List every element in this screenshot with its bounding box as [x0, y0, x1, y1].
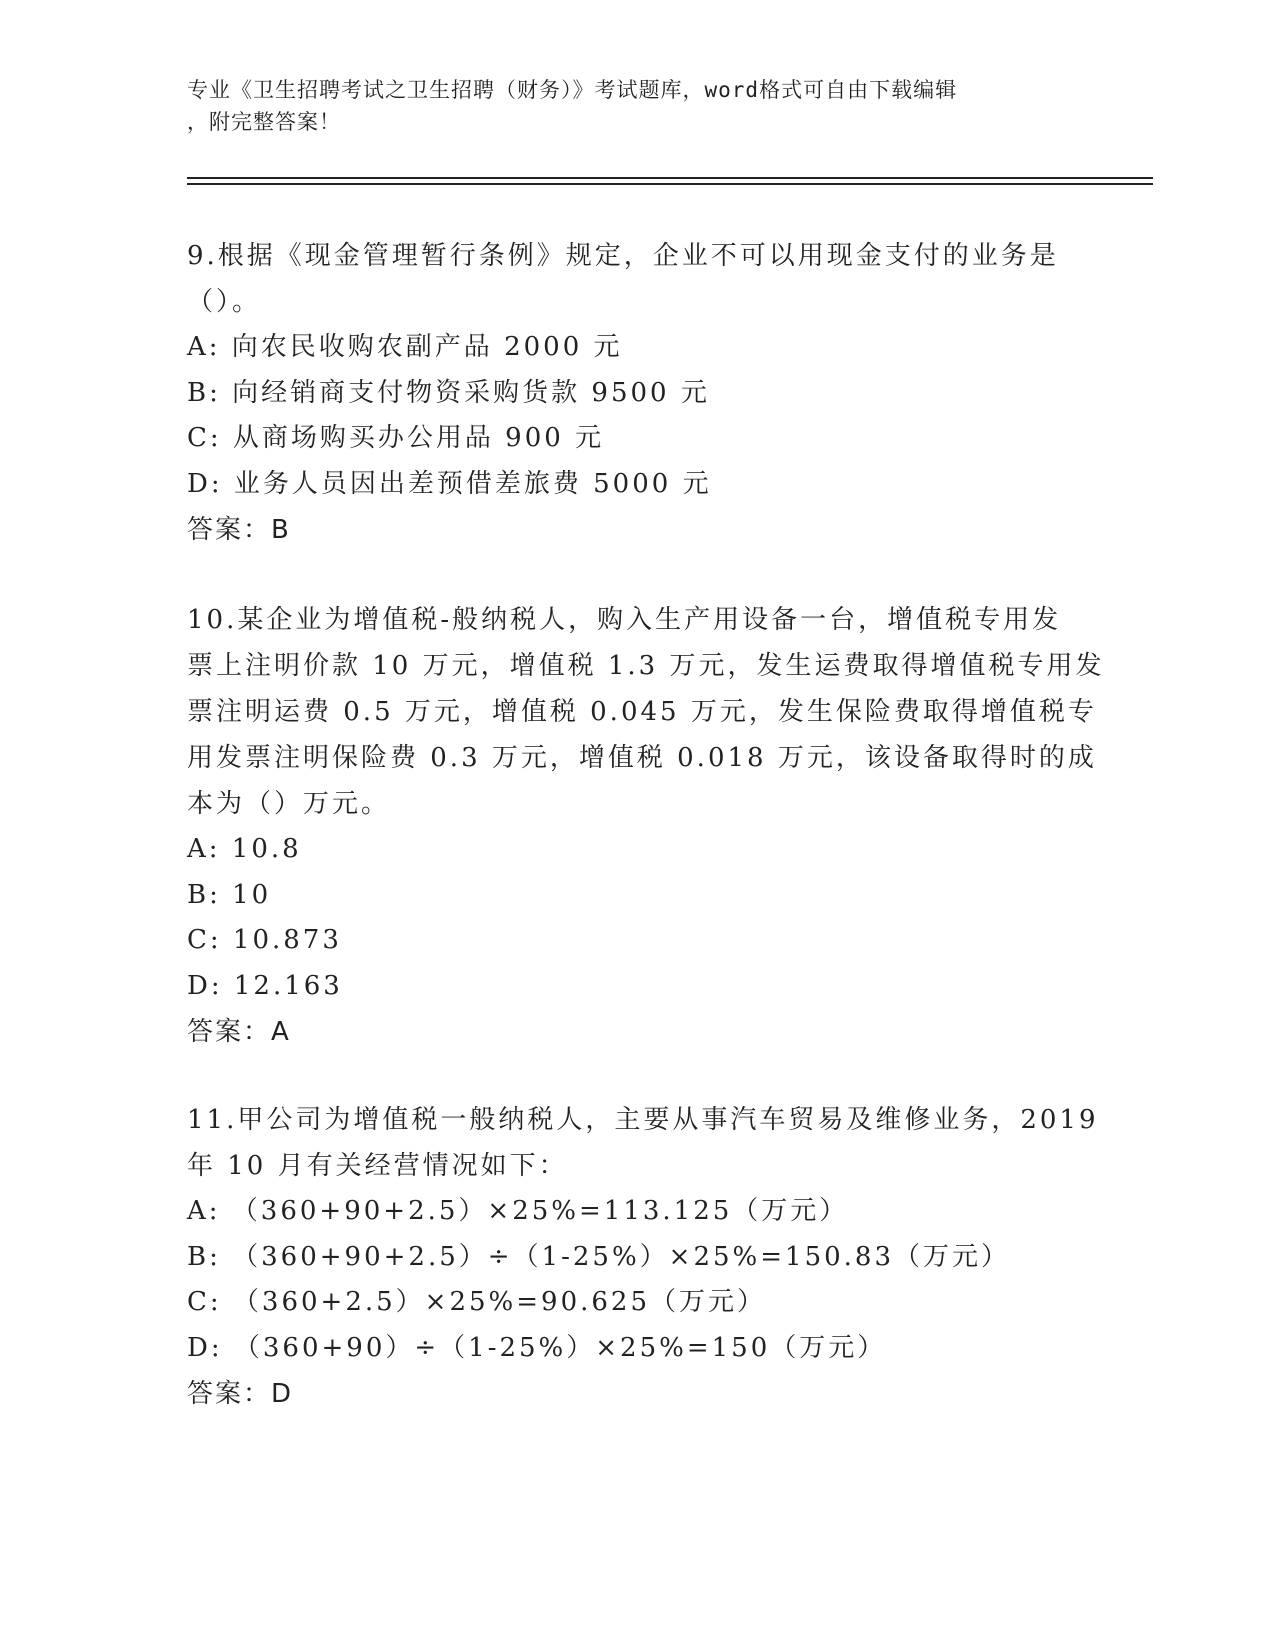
question-stem-line: 用发票注明保险费 0.3 万元，增值税 0.018 万元，该设备取得时的成 — [187, 743, 1097, 773]
question-stem-line: 票上注明价款 10 万元，增值税 1.3 万元，发生运费取得增值税专用发 — [187, 651, 1105, 681]
question-stem-line: 票注明运费 0.5 万元，增值税 0.045 万元，发生保险费取得增值税专 — [187, 697, 1097, 727]
question-stem-line: 年 10 月有关经营情况如下： — [187, 1151, 568, 1181]
option-a: A: 向农民收购农副产品 2000 元 — [187, 332, 623, 362]
option-b: B: （360+90+2.5）÷（1-25%）×25%=150.83（万元） — [187, 1241, 1010, 1272]
answer: 答案：A — [187, 1017, 291, 1047]
option-d: D: 12.163 — [187, 970, 343, 1001]
header-line-1: 专业《卫生招聘考试之卫生招聘（财务）》考试题库，word格式可自由下载编辑 — [187, 78, 958, 102]
option-b: B: 10 — [187, 879, 272, 910]
option-c: C: 从商场购买办公用品 900 元 — [187, 423, 605, 453]
document-header — [187, 74, 1067, 138]
header-line-2: ，附完整答案！ — [187, 110, 341, 134]
option-b: B: 向经销商支付物资采购货款 9500 元 — [187, 377, 710, 408]
option-c: C: （360+2.5）×25%=90.625（万元） — [187, 1287, 767, 1317]
question-10 — [187, 597, 1105, 1055]
answer: 答案：D — [187, 1379, 294, 1409]
option-a: A: 10.8 — [187, 834, 302, 864]
question-stem-line: （）。 — [187, 287, 262, 317]
question-stem-line: 9.根据《现金管理暂行条例》规定，企业不可以用现金支付的业务是 — [187, 241, 1059, 271]
answer: 答案：B — [187, 515, 291, 545]
header-divider-top — [187, 177, 1153, 179]
header-divider-bottom — [187, 183, 1153, 185]
question-stem-line: 10.某企业为增值税-般纳税人，购入生产用设备一台，增值税专用发 — [187, 605, 1062, 635]
question-9 — [187, 233, 1087, 553]
question-stem-line: 11.甲公司为增值税一般纳税人，主要从事汽车贸易及维修业务，2019 — [187, 1105, 1099, 1135]
option-a: A: （360+90+2.5）×25%=113.125（万元） — [187, 1196, 849, 1226]
option-d: D: （360+90）÷（1-25%）×25%=150（万元） — [187, 1332, 887, 1363]
option-c: C: 10.873 — [187, 925, 342, 955]
question-11 — [187, 1097, 1099, 1417]
question-stem-line: 本为（）万元。 — [187, 789, 391, 819]
option-d: D: 业务人员因出差预借差旅费 5000 元 — [187, 468, 712, 499]
